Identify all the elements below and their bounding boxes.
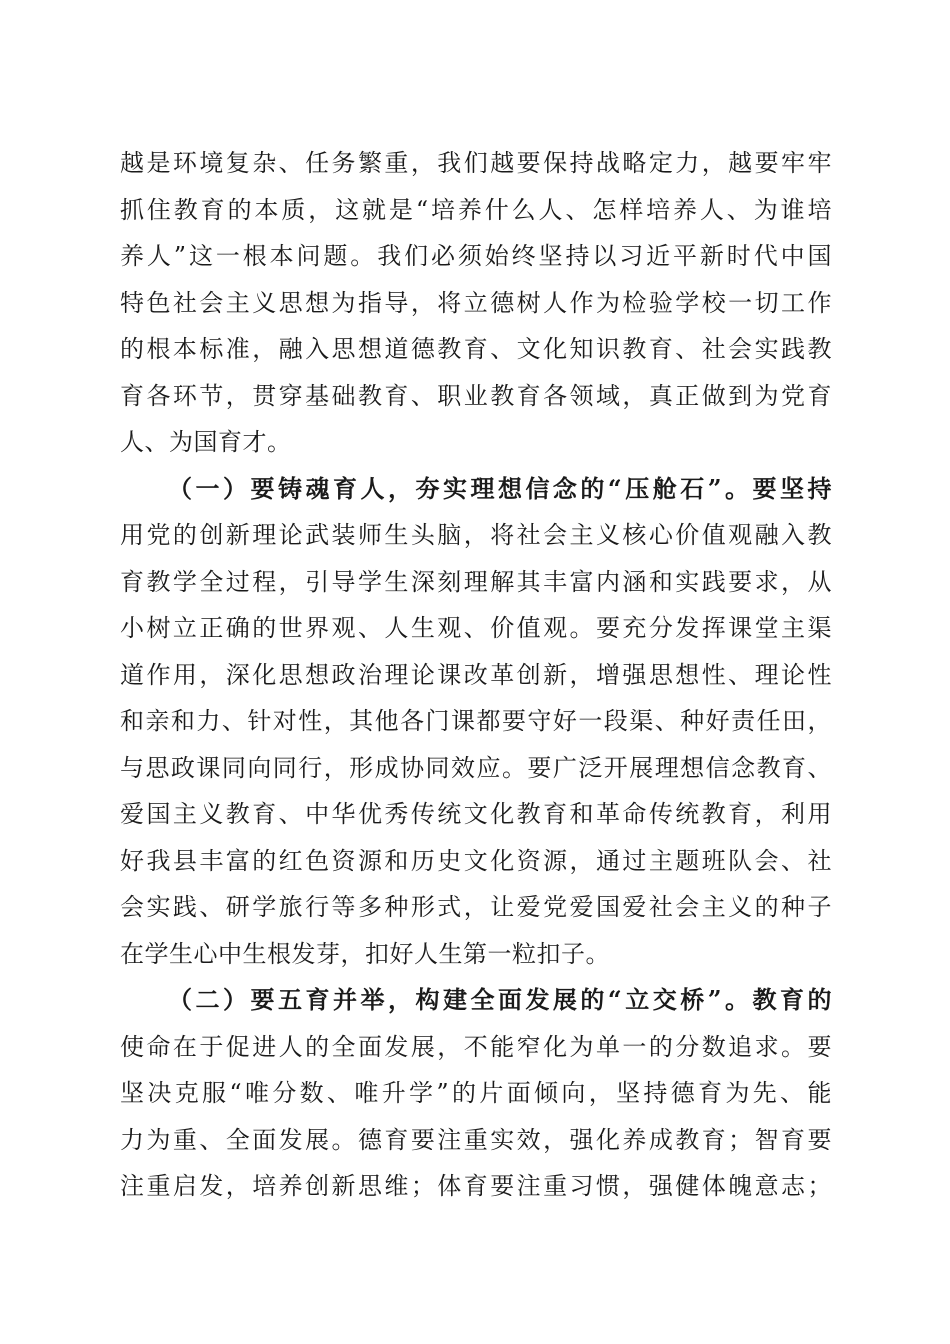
text-line: 会实践、研学旅行等多种形式，让爱党爱国爱社会主义的种子 [120,893,832,921]
text-line: 越是环境复杂、任务繁重，我们越要保持战略定力，越要牢牢 [120,149,832,177]
text-line: 力为重、全面发展。德育要注重实效，强化养成教育；智育要 [120,1125,832,1154]
text-line: 特色社会主义思想为指导，将立德树人作为检验学校一切工作 [120,288,832,317]
text-line: 育各环节，贯穿基础教育、职业教育各领域，真正做到为党育 [120,381,832,410]
section-heading-line: （一）要铸魂育人，夯实理想信念的“压舱石”。要坚持 [168,473,832,503]
text-line: 坚决克服“唯分数、唯升学”的片面倾向，坚持德育为先、能 [120,1079,832,1107]
text-line: 使命在于促进人的全面发展，不能窄化为单一的分数追求。要 [120,1032,832,1061]
text-line: 的根本标准，融入思想道德教育、文化知识教育、社会实践教 [120,335,832,363]
text-line: 养人”这一根本问题。我们必须始终坚持以习近平新时代中国 [120,242,832,270]
section-heading-line: （二）要五育并举，构建全面发展的“立交桥”。教育的 [168,985,832,1014]
text-line: 在学生心中生根发芽，扣好人生第一粒扣子。 [120,939,610,968]
text-line: 小树立正确的世界观、人生观、价值观。要充分发挥课堂主渠 [120,614,832,642]
text-line: 道作用，深化思想政治理论课改革创新，增强思想性、理论性 [120,660,832,689]
text-line: 与思政课同向同行，形成协同效应。要广泛开展理想信念教育、 [120,753,832,782]
text-line: 人、为国育才。 [120,428,292,456]
text-line: 用党的创新理论武装师生头脑，将社会主义核心价值观融入教 [120,521,832,549]
text-line: 注重启发，培养创新思维；体育要注重习惯，强健体魄意志； [120,1172,832,1200]
document-body [120,140,832,1210]
text-line: 和亲和力、针对性，其他各门课都要守好一段渠、种好责任田， [120,707,832,735]
text-line: 爱国主义教育、中华优秀传统文化教育和革命传统教育，利用 [120,800,832,828]
text-line: 育教学全过程，引导学生深刻理解其丰富内涵和实践要求，从 [120,567,832,596]
text-line: 好我县丰富的红色资源和历史文化资源，通过主题班队会、社 [120,846,832,875]
text-line: 抓住教育的本质，这就是“培养什么人、怎样培养人、为谁培 [120,195,832,224]
